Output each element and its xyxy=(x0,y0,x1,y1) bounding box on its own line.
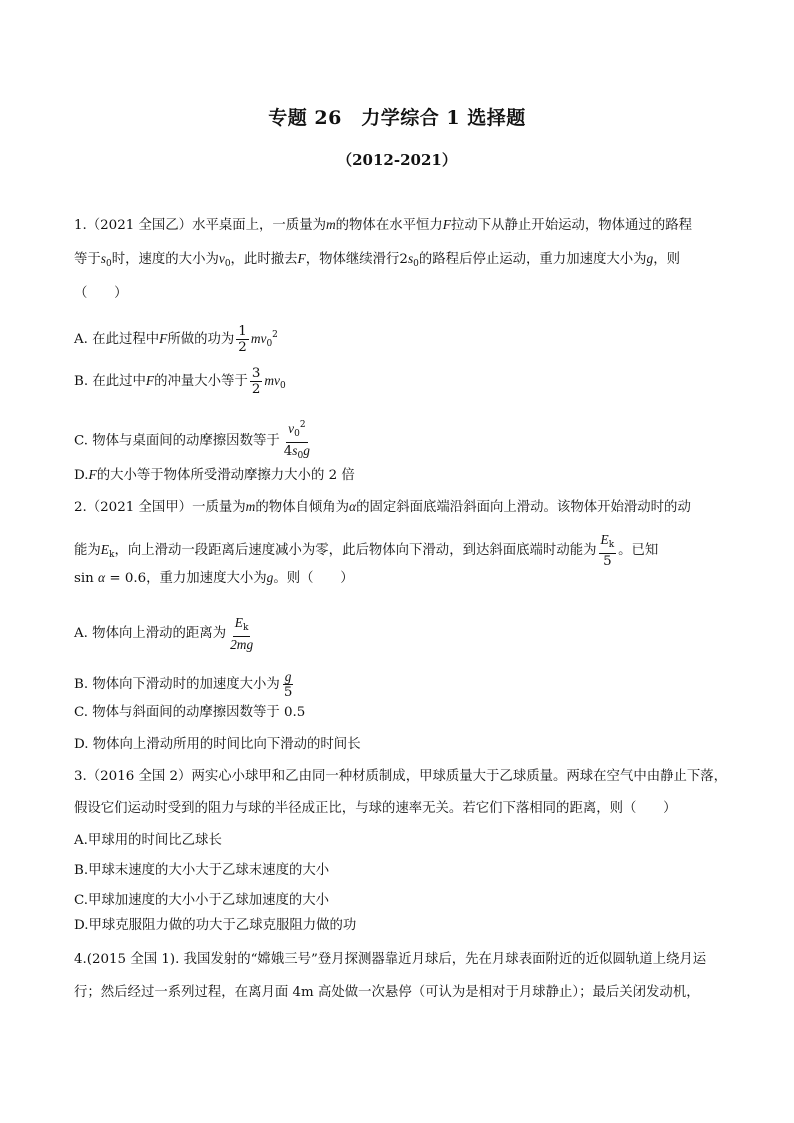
q3-line-2: 假设它们运动时受到的阻力与球的半径成正比，与球的速率无关。若它们下落相同的距离，则（ ） xyxy=(74,801,677,816)
q2-option-d[interactable]: D. 物体向上滑动所用的时间比向下滑动的时间长 xyxy=(74,737,361,752)
q2-option-c[interactable]: C. 物体与斜面间的动摩擦因数等于 0.5 xyxy=(74,705,306,720)
q2-line-2: 能为$E_k$，向上滑动一段距离后速度减小为零，此后物体向下滑动，到达斜面底端时动能为 $\frac{E_k}{5}$ 。已知 xyxy=(74,532,659,569)
q3-option-a[interactable]: A.甲球用的时间比乙球长 xyxy=(74,833,222,848)
q3-option-c[interactable]: C.甲球加速度的大小小于乙球加速度的大小 xyxy=(74,893,330,908)
q2-option-b[interactable]: B. 物体向下滑动时的加速度大小为 $\frac{g}{5}$ xyxy=(74,669,293,700)
fraction-g-over-5: $\frac{g}{5}$ xyxy=(283,669,293,700)
q3-option-b[interactable]: B.甲球末速度的大小大于乙球末速度的大小 xyxy=(74,863,330,878)
fraction-half: $\frac{1}{2}$ xyxy=(238,324,247,355)
q3-option-d[interactable]: D.甲球克服阻力做的功大于乙球克服阻力做的功 xyxy=(74,918,357,933)
q2-line-1: 2.（2021 全国甲）一质量为m的物体自倾角为α的固定斜面底端沿斜面向上滑动。该物体开始滑动时的动 xyxy=(74,499,691,515)
fraction-three-halves: $\frac{3}{2}$ xyxy=(251,366,261,397)
q1-option-b[interactable]: B. 在此过中F的冲量大小等于 $\frac{3}{2}$ $mv_0$ xyxy=(74,366,286,397)
fraction-ek-over-2mg: $\frac{E_k}{2mg}$ xyxy=(230,615,254,652)
q1-line-1: 1.（2021 全国乙）水平桌面上，一质量为m的物体在水平恒力F拉动下从静止开始运动，物体通过的路程 xyxy=(74,217,692,233)
q4-line-2: 行；然后经过一系列过程，在离月面 4m 高处做一次悬停（可认为是相对于月球静止）；最后关闭发动机， xyxy=(74,985,700,1000)
q2-line-3: sin α = 0.6，重力加速度大小为g。则（ ） xyxy=(74,570,354,586)
q1-option-a[interactable]: A. 在此过程中F所做的功为 $\frac{1}{2}$ $mv_0^2$ xyxy=(74,324,278,355)
page-subtitle: （2012-2021） xyxy=(337,151,457,169)
q4-line-1: 4.(2015 全国 1). 我国发射的“嫦娥三号”登月探测器靠近月球后，先在月球表面附近的近似圆轨道上绕月运 xyxy=(74,952,707,967)
q1-option-d[interactable]: D.F的大小等于物体所受滑动摩擦力大小的 2 倍 xyxy=(74,467,355,483)
q2-option-a[interactable]: A. 物体向上滑动的距离为 $\frac{E_k}{2mg}$ xyxy=(74,615,254,652)
q1-option-c[interactable]: C. 物体与桌面间的动摩擦因数等于 $\frac{v_0^2}{4s_0g}$ xyxy=(74,418,314,464)
q3-line-1: 3.（2016 全国 2）两实心小球甲和乙由同一种材质制成，甲球质量大于乙球质量。两球在空气中由静止下落， xyxy=(74,769,728,784)
fraction-ek-over-5: $\frac{E_k}{5}$ xyxy=(600,532,615,569)
q1-answer-bracket: （ ） xyxy=(74,286,128,301)
page-title: 专题 26 力学综合 1 选择题 xyxy=(268,107,526,129)
q1-line-2: 等于$s_0$时，速度的大小为$v_0$，此时撤去F，物体继续滑行$2s_0$的路程后停止运动，重力加速度大小为g，则 xyxy=(74,251,681,269)
fraction-friction: $\frac{v_0^2}{4s_0g}$ xyxy=(283,420,310,461)
